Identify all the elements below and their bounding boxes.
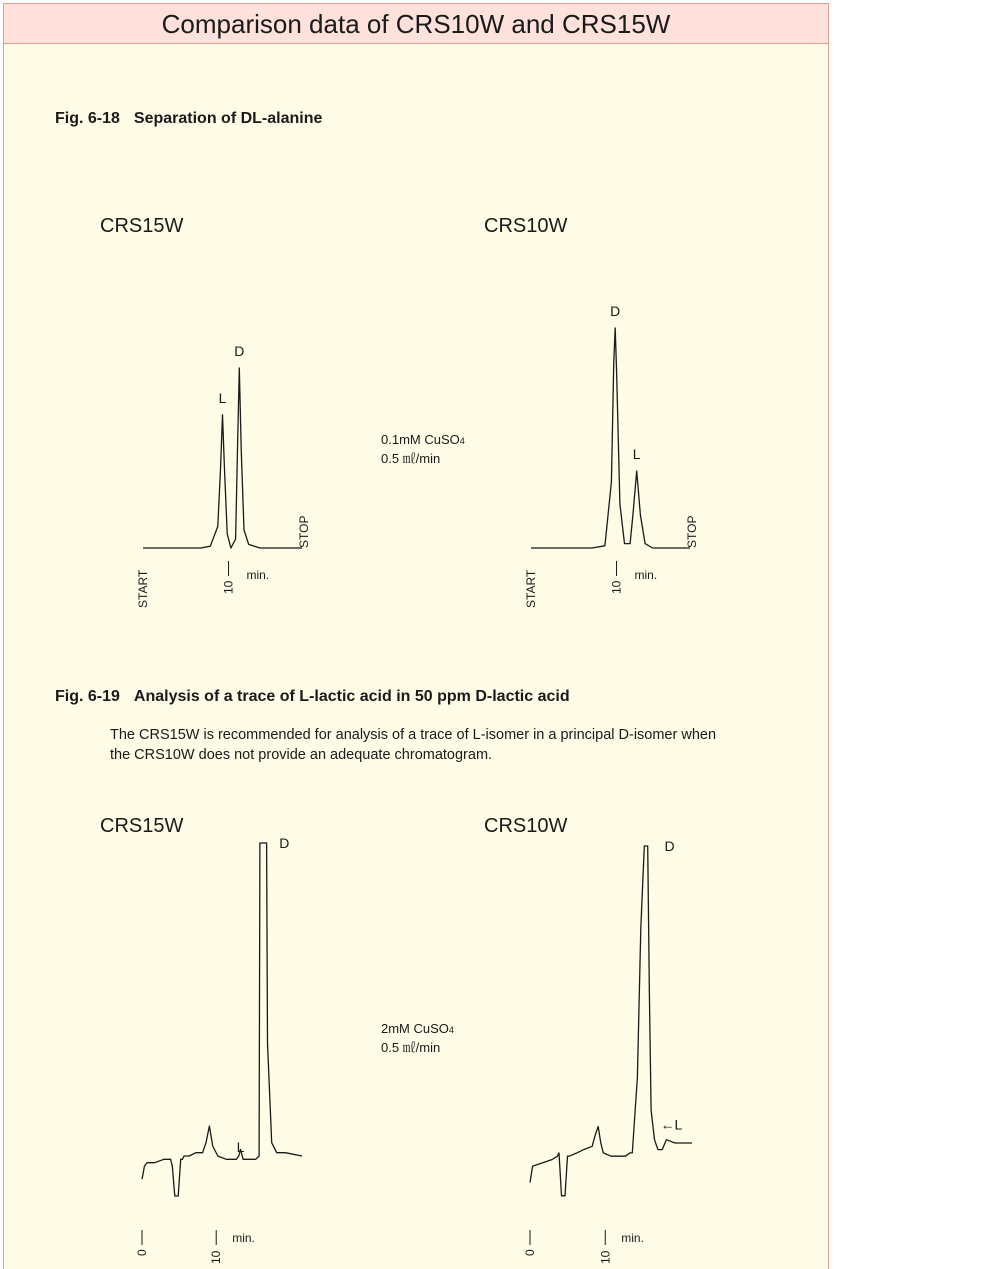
page-title: Comparison data of CRS10W and CRS15W — [4, 4, 828, 44]
cond-2-line1: 2mM CuSO — [381, 1021, 449, 1036]
chromatogram-trace-3 — [530, 846, 692, 1196]
peak-label-0-1: D — [234, 343, 245, 359]
tick-label-stop-1: STOP — [685, 515, 699, 548]
cond-1-subscript: 4 — [459, 436, 465, 446]
tick-label-10-1: 10 — [609, 580, 624, 594]
chart-1-title: CRS15W — [100, 215, 184, 237]
tick-label-0-2: 0 — [135, 1249, 149, 1256]
cond-1-line1: 0.1mM CuSO — [381, 432, 460, 447]
tick-label-10-3: 10 — [598, 1250, 613, 1264]
peak-label-1-1: L — [632, 446, 641, 462]
tick-label-10-0: 10 — [221, 580, 236, 594]
cond-1-line2: 0.5 ㎖/min — [381, 451, 441, 466]
peak-label-3-1: ←L — [660, 1116, 683, 1133]
peak-label-2-1: D — [279, 835, 290, 851]
x-axis-label-0: min. — [246, 568, 270, 582]
chromatogram-trace-2 — [142, 843, 302, 1196]
fig-6-19-description: The CRS15W is recommended for analysis of a trace of L-isomer in a principal D-isomer when the CRS10W does not provide an adequate chromatogram. — [110, 727, 717, 763]
fig-6-18-title: Separation of DL-alanine — [133, 110, 323, 127]
cond-2-line2: 0.5 ㎖/min — [381, 1040, 441, 1055]
chart-4-title: CRS10W — [484, 815, 568, 837]
tick-label-stop-0: STOP — [297, 515, 311, 548]
fig-6-19-title: Analysis of a trace of L-lactic acid in 50 ppm D-lactic acid — [133, 688, 570, 705]
peak-label-0-0: L — [218, 389, 227, 406]
cond-2-subscript: 4 — [448, 1025, 454, 1035]
fig-6-19-number: Fig. 6-19 — [55, 688, 120, 705]
peak-label-2-0: L — [236, 1139, 245, 1156]
x-axis-label-2: min. — [232, 1231, 255, 1245]
x-axis-label-1: min. — [634, 568, 658, 582]
peak-label-3-0: D — [664, 838, 675, 854]
tick-label-start-0: START — [136, 569, 150, 608]
fig-6-18-number: Fig. 6-18 — [55, 110, 120, 127]
x-axis-label-3: min. — [621, 1231, 644, 1245]
chart-2-title: CRS10W — [484, 215, 568, 237]
tick-label-start-1: START — [524, 569, 538, 608]
chromatogram-trace-1 — [531, 328, 690, 548]
peak-label-1-0: D — [610, 303, 621, 319]
chart-3-title: CRS15W — [100, 815, 184, 837]
tick-label-10-2: 10 — [209, 1250, 224, 1264]
tick-label-0-3: 0 — [523, 1249, 537, 1256]
